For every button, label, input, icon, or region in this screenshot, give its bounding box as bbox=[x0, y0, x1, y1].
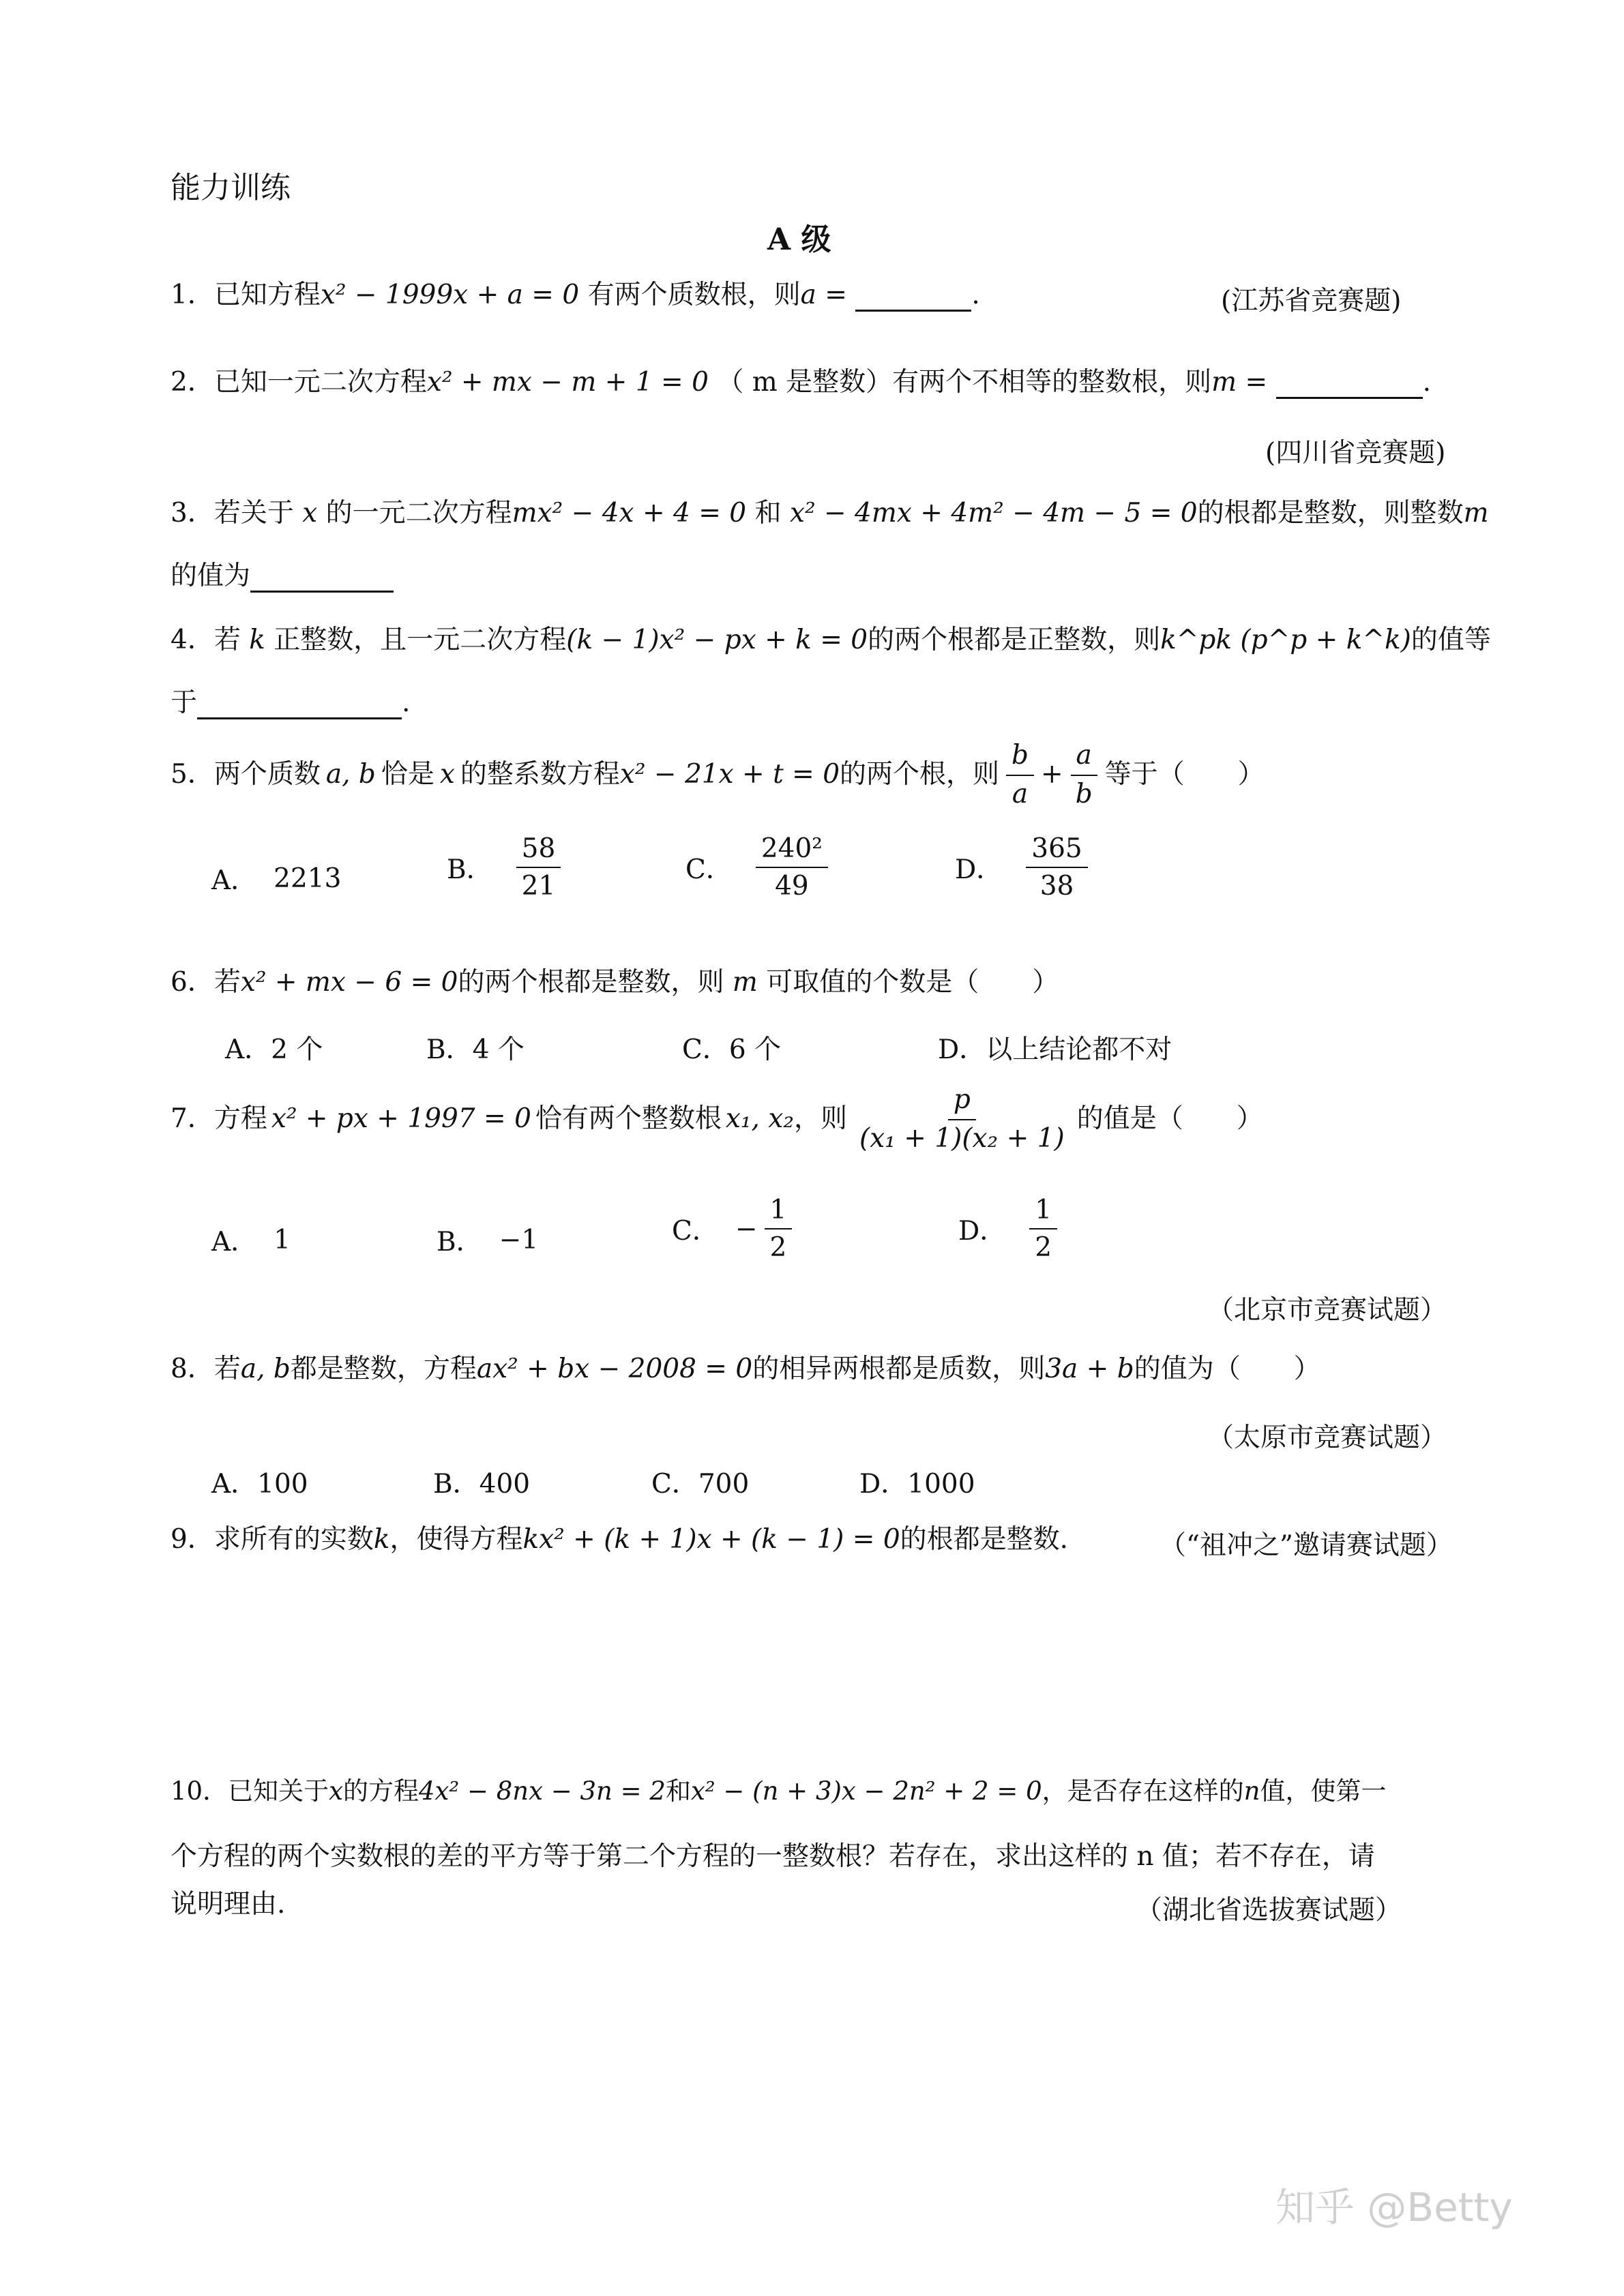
q7-opt-d-den: 2 bbox=[1035, 1232, 1052, 1263]
q7-opt-c-den: 2 bbox=[769, 1232, 787, 1263]
q1-source: (江苏省竞赛题) bbox=[1221, 286, 1402, 316]
q5-option-b[interactable] bbox=[447, 833, 567, 901]
q6-option-a[interactable]: A．2 个 bbox=[225, 1034, 323, 1065]
question-6 bbox=[171, 967, 1059, 999]
q5-opt-b-num: 58 bbox=[516, 833, 561, 868]
q7-ask: 的值是（ ） bbox=[1076, 1103, 1263, 1135]
q1-answer-blank[interactable] bbox=[855, 284, 971, 312]
q4-var: k bbox=[249, 625, 265, 655]
q6-option-b[interactable]: B．4 个 bbox=[426, 1034, 525, 1065]
q8-ask: 的值为（ ） bbox=[1134, 1354, 1320, 1384]
q7-fraction bbox=[854, 1084, 1070, 1155]
q5-ask: 等于（ ） bbox=[1104, 759, 1265, 790]
q7-option-d[interactable] bbox=[958, 1195, 1064, 1263]
q1-equation: x² − 1999x + a = 0 bbox=[320, 280, 580, 310]
q8-prefix: 8．若 bbox=[171, 1354, 241, 1384]
q5-opt-c-label: C． bbox=[685, 854, 733, 885]
q3-mid1: 的一元二次方程 bbox=[325, 498, 512, 528]
q4-suffix: . bbox=[402, 687, 411, 718]
q9-equation: kx² + (k + 1)x + (k − 1) = 0 bbox=[522, 1524, 900, 1555]
q10-mid3: 值，使第一 bbox=[1260, 1776, 1387, 1806]
q4-equation: (k − 1)x² − px + k = 0 bbox=[566, 625, 868, 655]
q5-opt-a-value: 2213 bbox=[274, 863, 342, 894]
q7-opt-c-fraction bbox=[765, 1195, 793, 1263]
q2-mid: （ m 是整数）有两个不相等的整数根，则 bbox=[717, 367, 1212, 398]
q10-and: 和 bbox=[665, 1776, 691, 1806]
q3-var2: m bbox=[1463, 498, 1489, 528]
q9-mid: ，使得方程 bbox=[389, 1524, 523, 1555]
q8-equation: ax² + bx − 2008 = 0 bbox=[476, 1354, 753, 1384]
q2-prefix: 2．已知一元二次方程 bbox=[171, 367, 427, 398]
q4-mid1: 正整数，且一元二次方程 bbox=[274, 625, 567, 655]
q5-opt-b-fraction bbox=[516, 833, 561, 901]
q10-prefix: 10．已知关于 bbox=[171, 1776, 329, 1806]
question-9 bbox=[171, 1524, 1068, 1556]
q7-option-b[interactable] bbox=[437, 1221, 538, 1259]
q7-opt-c-sign: − bbox=[735, 1213, 758, 1244]
q5-fraction-1 bbox=[1006, 740, 1034, 811]
q9-suffix: 的根都是整数. bbox=[900, 1524, 1069, 1555]
q6-option-d[interactable]: D．以上结论都不对 bbox=[938, 1034, 1172, 1065]
q2-suffix: . bbox=[1422, 367, 1431, 398]
q5-option-d[interactable] bbox=[955, 833, 1095, 901]
q5-f2-num: a bbox=[1071, 740, 1097, 776]
q3-line2: 的值为 bbox=[171, 561, 251, 591]
q5-f2-den: b bbox=[1075, 778, 1093, 809]
q5-f1-num: b bbox=[1006, 740, 1034, 776]
q10-source: （湖北省选拔赛试题） bbox=[1136, 1895, 1402, 1926]
q7-frac-den: (x₁ + 1)(x₂ + 1) bbox=[859, 1122, 1065, 1154]
q8-option-c[interactable]: C．700 bbox=[651, 1469, 750, 1500]
watermark: 知乎 @Betty bbox=[1275, 2184, 1513, 2231]
q7-prefix: 7．方程 bbox=[171, 1103, 267, 1135]
q10-mid2: ，是否存在这样的 bbox=[1042, 1776, 1244, 1806]
q7-opt-a-label: A． bbox=[211, 1227, 258, 1257]
q5-f1-den: a bbox=[1012, 778, 1029, 809]
q3-answer-blank[interactable] bbox=[250, 565, 394, 593]
q5-mid1: 恰是 bbox=[381, 759, 434, 790]
q9-source: （“祖冲之”邀请赛试题） bbox=[1160, 1530, 1453, 1561]
q8-option-a[interactable]: A．100 bbox=[211, 1469, 308, 1500]
q2-answer-blank[interactable] bbox=[1276, 371, 1423, 399]
q3-var: x bbox=[302, 498, 318, 528]
q5-prefix: 5．两个质数 bbox=[171, 759, 321, 790]
q7-opt-b-label: B． bbox=[437, 1227, 483, 1257]
q7-option-a[interactable] bbox=[211, 1221, 291, 1259]
question-7 bbox=[171, 1084, 1263, 1155]
q3-prefix: 3．若关于 bbox=[171, 498, 294, 528]
q7-mid: 恰有两个整数根 bbox=[535, 1103, 722, 1135]
q7-source: （北京市竞赛试题） bbox=[1207, 1295, 1447, 1326]
q10-var: x bbox=[329, 1776, 343, 1806]
q8-vars: a, b bbox=[240, 1354, 291, 1384]
q2-source: (四川省竞赛题) bbox=[1265, 438, 1446, 468]
q7-option-c[interactable] bbox=[672, 1195, 799, 1263]
q5-var: x bbox=[439, 759, 455, 790]
q4-line2: 于 bbox=[171, 687, 198, 718]
section-heading: 能力训练 bbox=[171, 170, 291, 205]
question-10-line-3: 说明理由. bbox=[171, 1889, 286, 1920]
q7-then: ，则 bbox=[793, 1103, 847, 1135]
q9-var: k bbox=[373, 1524, 390, 1555]
q1-suffix: . bbox=[971, 280, 980, 310]
q6-prefix: 6．若 bbox=[171, 967, 241, 998]
q1-ask: a = bbox=[800, 280, 847, 310]
question-3-line-2 bbox=[171, 561, 394, 593]
q5-opt-d-den: 38 bbox=[1039, 871, 1074, 901]
question-10-line-2: 个方程的两个实数根的差的平方等于第二个方程的一整数根？若存在，求出这样的 n 值；若不存在，请 bbox=[171, 1841, 1375, 1872]
q8-option-b[interactable]: B．400 bbox=[433, 1469, 531, 1500]
q9-prefix: 9．求所有的实数 bbox=[171, 1524, 374, 1555]
question-4-line-2 bbox=[171, 687, 410, 719]
q5-equation: x² − 21x + t = 0 bbox=[619, 759, 840, 790]
q5-fraction-2 bbox=[1070, 740, 1098, 811]
question-2 bbox=[171, 367, 1431, 399]
q7-opt-d-label: D． bbox=[958, 1216, 1007, 1247]
q4-answer-blank[interactable] bbox=[197, 691, 402, 719]
q5-opt-c-fraction bbox=[756, 833, 828, 901]
q5-mid2: 的整系数方程 bbox=[460, 759, 620, 790]
q2-equation: x² + mx − m + 1 = 0 bbox=[426, 367, 709, 398]
question-1 bbox=[171, 280, 980, 312]
q3-equation-1: mx² − 4x + 4 = 0 bbox=[512, 498, 747, 528]
q7-opt-d-fraction bbox=[1029, 1195, 1057, 1263]
q7-opt-c-label: C． bbox=[672, 1216, 719, 1247]
q4-prefix: 4．若 bbox=[171, 625, 241, 655]
q5-option-a[interactable] bbox=[211, 859, 341, 897]
q10-mid1: 的方程 bbox=[342, 1776, 419, 1806]
q5-opt-b-den: 21 bbox=[521, 871, 556, 901]
q5-opt-d-label: D． bbox=[955, 854, 1003, 885]
q8-option-d[interactable]: D．1000 bbox=[859, 1469, 975, 1500]
q5-opt-d-fraction bbox=[1026, 833, 1087, 901]
level-title: A 级 bbox=[767, 222, 831, 257]
q5-opt-b-label: B． bbox=[447, 854, 493, 885]
q7-equation: x² + px + 1997 = 0 bbox=[271, 1103, 531, 1135]
q5-opt-a-label: A． bbox=[211, 865, 258, 896]
q8-mid1: 都是整数，方程 bbox=[290, 1354, 477, 1384]
q6-ask: 可取值的个数是（ ） bbox=[766, 967, 1059, 998]
q8-expression: 3a + b bbox=[1045, 1354, 1134, 1384]
q6-var: m bbox=[732, 967, 758, 998]
q5-opt-c-num: 240² bbox=[756, 833, 828, 868]
q3-mid2: 的根都是整数，则整数 bbox=[1197, 498, 1464, 528]
q7-vars: x₁, x₂ bbox=[725, 1103, 794, 1135]
question-4 bbox=[171, 625, 1491, 657]
q7-opt-d-num: 1 bbox=[1029, 1195, 1057, 1229]
q7-opt-b-value: −1 bbox=[499, 1224, 539, 1255]
q4-mid2: 的两个根都是正整数，则 bbox=[868, 625, 1161, 655]
q2-ask: m = bbox=[1211, 367, 1268, 398]
q8-mid2: 的相异两根都是质数，则 bbox=[752, 1354, 1046, 1384]
q7-opt-a-value: 1 bbox=[274, 1224, 291, 1255]
q3-and: 和 bbox=[754, 498, 782, 528]
q5-option-c[interactable] bbox=[685, 833, 835, 901]
q4-expression: k^pk (p^p + k^k) bbox=[1160, 625, 1411, 655]
q10-var2: n bbox=[1243, 1776, 1260, 1806]
q1-mid: 有两个质数根，则 bbox=[587, 280, 801, 310]
q10-equation-1: 4x² − 8nx − 3n = 2 bbox=[418, 1776, 666, 1806]
q4-mid3: 的值等 bbox=[1411, 625, 1491, 655]
q3-equation-2: x² − 4mx + 4m² − 4m − 5 = 0 bbox=[789, 498, 1198, 528]
q5-opt-d-num: 365 bbox=[1026, 833, 1087, 868]
q5-vars: a, b bbox=[325, 759, 376, 790]
q6-equation: x² + mx − 6 = 0 bbox=[240, 967, 458, 998]
q5-mid3: 的两个根，则 bbox=[840, 759, 1000, 790]
q1-prefix: 1．已知方程 bbox=[171, 280, 321, 310]
question-3 bbox=[171, 498, 1489, 530]
question-8 bbox=[171, 1354, 1320, 1386]
q6-option-c[interactable]: C．6 个 bbox=[682, 1034, 782, 1065]
q7-opt-c-num: 1 bbox=[765, 1195, 793, 1229]
q8-source: （太原市竞赛试题） bbox=[1207, 1422, 1447, 1453]
question-5 bbox=[171, 740, 1265, 811]
q10-equation-2: x² − (n + 3)x − 2n² + 2 = 0 bbox=[690, 1776, 1042, 1806]
question-10 bbox=[171, 1776, 1387, 1806]
q5-plus: + bbox=[1041, 759, 1063, 790]
q6-mid: 的两个根都是整数，则 bbox=[458, 967, 724, 998]
q5-opt-c-den: 49 bbox=[775, 871, 809, 901]
q7-frac-num: p bbox=[948, 1084, 976, 1120]
